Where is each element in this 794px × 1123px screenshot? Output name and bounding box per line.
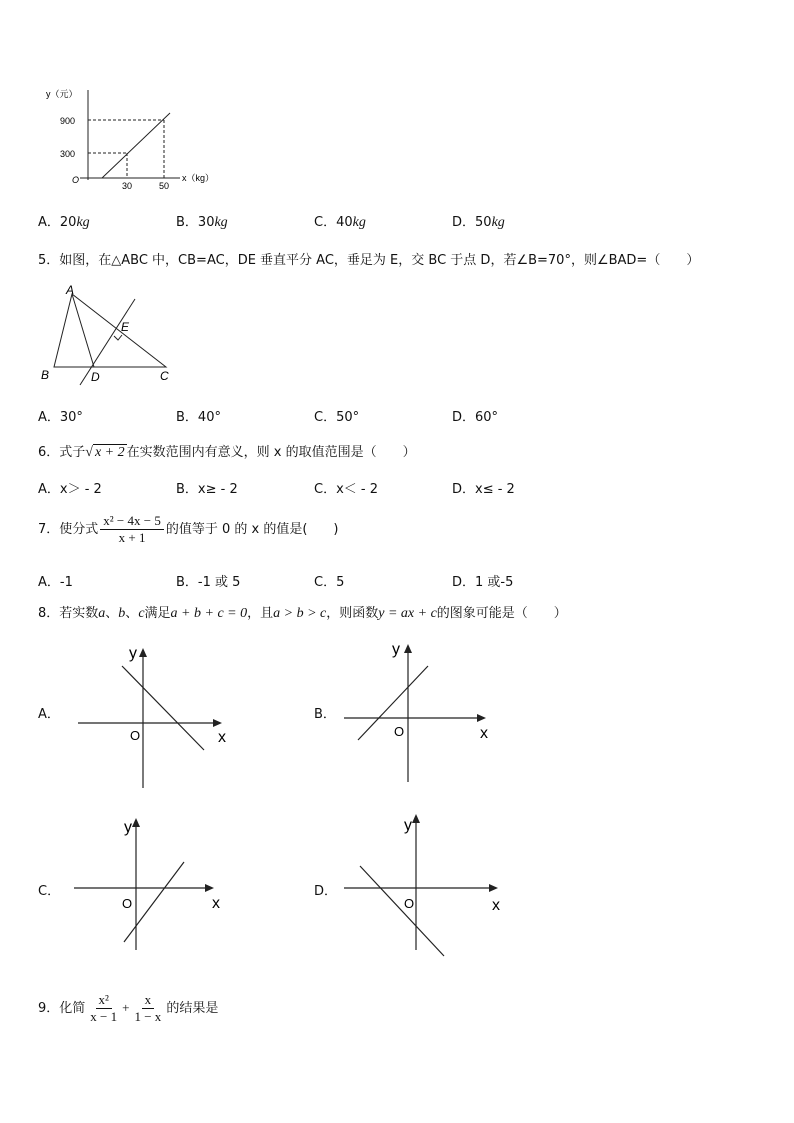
q5-label-d: D bbox=[91, 370, 100, 384]
q4-price-weight-chart bbox=[38, 82, 228, 192]
q5-triangle-figure bbox=[38, 282, 188, 387]
q4-x-label: x（kg） bbox=[182, 173, 215, 183]
svg-text:x: x bbox=[212, 895, 220, 912]
svg-text:y: y bbox=[129, 645, 137, 662]
q5-segment-ad bbox=[72, 294, 94, 367]
q7-option-b: B．-1 或 5 bbox=[176, 575, 241, 590]
q9-fraction-2: $\frac{x}{1 - x}$ bbox=[134, 992, 162, 1024]
q6-stem: 6．式子√ x + 2 在实数范围内有意义，则 x 的取值范围是（ ） bbox=[38, 445, 416, 460]
q4-x-tick-30: 30 bbox=[122, 181, 133, 191]
q6-sqrt-expression: √ x + 2 bbox=[85, 445, 125, 460]
q4-option-b: B．30kg bbox=[176, 215, 228, 230]
q5-perpendicular-bisector bbox=[80, 299, 135, 385]
q5-option-c: C．50° bbox=[314, 410, 360, 425]
x-arrow-icon bbox=[213, 719, 222, 727]
q6-option-c: C．x＜ - 2 bbox=[314, 482, 378, 497]
q6-option-b: B．x≥ - 2 bbox=[176, 482, 238, 497]
q7-stem: 7．使分式 $\frac{\text{x² − 4x − 5}}{x + 1}$ 的值等于 0 的 x 的值是( ) bbox=[38, 513, 339, 545]
q5-option-b: B．40° bbox=[176, 410, 221, 425]
q5-option-d: D．60° bbox=[452, 410, 499, 425]
q4-y-tick-300: 300 bbox=[60, 149, 76, 159]
q8-stem: 8．若实数a、b、c满足a + b + c = 0，且a > b > c，则函数y = ax + c的图象可能是（ ） bbox=[38, 606, 567, 621]
svg-text:y: y bbox=[404, 817, 412, 834]
q9-fraction-1: $\frac{\text{x²}}{x - 1}$ bbox=[90, 992, 118, 1024]
q5-triangle-abc bbox=[54, 294, 166, 367]
q8-graph-label-d: D． bbox=[314, 884, 338, 899]
q5-label-b: B bbox=[41, 368, 50, 382]
q4-option-c: C．40kg bbox=[314, 215, 366, 230]
x-arrow-icon bbox=[477, 714, 486, 722]
svg-text:x: x bbox=[218, 729, 226, 746]
svg-text:x: x bbox=[480, 725, 488, 742]
x-arrow-icon bbox=[205, 884, 214, 892]
q8-graph-b-line bbox=[358, 666, 428, 740]
q8-graph-label-a: A． bbox=[38, 707, 60, 722]
svg-text:O: O bbox=[122, 896, 133, 911]
q8-graph-c bbox=[68, 810, 248, 960]
q6-option-a: A．x＞ - 2 bbox=[38, 482, 102, 497]
svg-text:O: O bbox=[394, 724, 405, 739]
q8-graph-label-b: B． bbox=[314, 707, 336, 722]
q5-stem: 5．如图，在△ABC 中，CB=AC，DE 垂直平分 AC，垂足为 E，交 BC 于点 D，若∠B=70°，则∠BAD=（ ） bbox=[38, 253, 700, 268]
q4-y-label: y（元） bbox=[46, 89, 78, 99]
q5-label-c: C bbox=[160, 369, 169, 383]
q8-graph-b bbox=[340, 636, 520, 791]
q5-right-angle-mark bbox=[114, 335, 122, 340]
q4-x-tick-50: 50 bbox=[159, 181, 170, 191]
q5-label-a: A bbox=[66, 283, 75, 297]
q4-y-tick-900: 900 bbox=[60, 116, 76, 126]
svg-text:O: O bbox=[130, 728, 141, 743]
y-arrow-icon bbox=[132, 818, 140, 827]
q7-option-d: D．1 或-5 bbox=[452, 575, 514, 590]
svg-text:y: y bbox=[124, 819, 132, 836]
q8-graph-c-line bbox=[124, 862, 184, 942]
q5-label-e: E bbox=[121, 320, 130, 334]
q4-origin: O bbox=[72, 175, 80, 185]
y-arrow-icon bbox=[404, 644, 412, 653]
y-arrow-icon bbox=[139, 648, 147, 657]
y-arrow-icon bbox=[412, 814, 420, 823]
q7-option-a: A．-1 bbox=[38, 575, 73, 590]
svg-text:y: y bbox=[392, 641, 400, 658]
q8-graph-d bbox=[340, 810, 520, 960]
q7-fraction: $\frac{\text{x² − 4x − 5}}{x + 1}$ bbox=[100, 513, 164, 546]
q4-option-a: A．20kg bbox=[38, 215, 90, 230]
q6-option-d: D．x≤ - 2 bbox=[452, 482, 515, 497]
svg-text:O: O bbox=[404, 896, 415, 911]
q5-option-a: A．30° bbox=[38, 410, 83, 425]
q8-graph-d-line bbox=[360, 866, 444, 956]
q8-graph-label-c: C． bbox=[38, 884, 61, 899]
svg-text:x: x bbox=[492, 897, 500, 914]
q4-option-d: D．50kg bbox=[452, 215, 505, 230]
q7-option-c: C．5 bbox=[314, 575, 345, 590]
q8-graph-a bbox=[70, 640, 250, 795]
q4-price-line bbox=[102, 113, 170, 178]
q9-stem: 9．化简 $\frac{\text{x²}}{x - 1}$ + $\frac{x}{1 - x}$ 的结果是 bbox=[38, 992, 219, 1024]
x-arrow-icon bbox=[489, 884, 498, 892]
